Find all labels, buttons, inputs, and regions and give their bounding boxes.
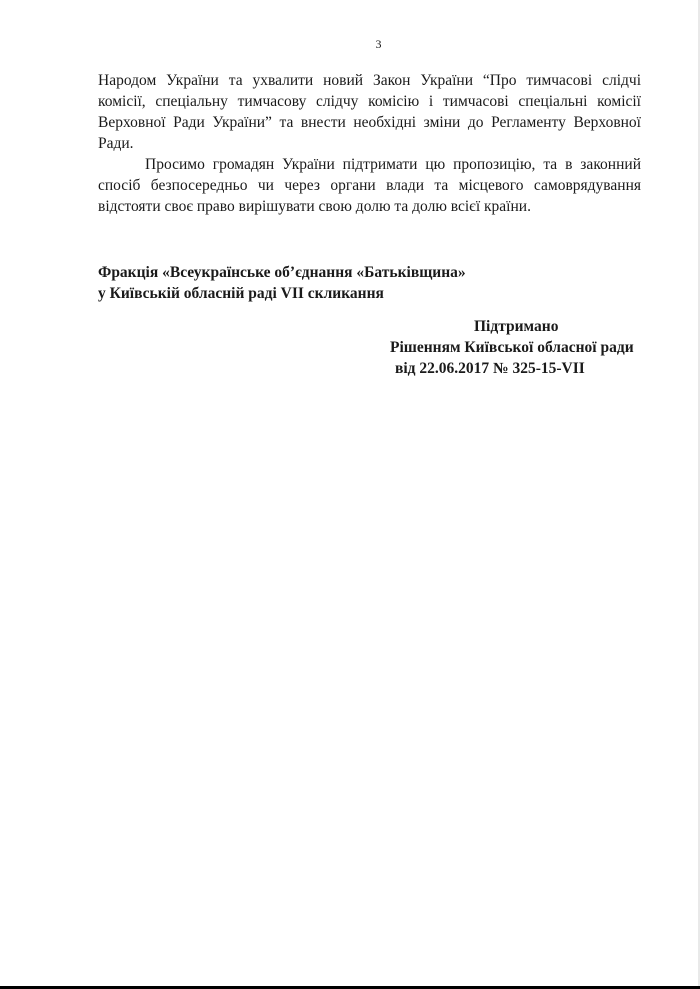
paragraph-appeal	[98, 154, 641, 217]
faction-name: Фракція «Всеукраїнське об’єднання «Батьківщина»	[98, 264, 466, 281]
text-line: Народом України та ухвалити новий Закон України “Про тимчасові слідчі	[98, 72, 641, 89]
text-line: відстояти своє право вирішувати свою долю та долю всієї країни.	[98, 198, 531, 215]
faction-council: у Київській обласній раді VII скликання	[98, 285, 384, 302]
letter-body	[98, 70, 641, 217]
text-line: Ради.	[98, 135, 134, 152]
text-line: комісії, спеціальну тимчасову слідчу комісію і тимчасові спеціальні комісії	[98, 93, 641, 110]
text-line: Верховної Ради України” та внести необхідні зміни до Регламенту Верховної	[98, 114, 641, 131]
text-line: Просимо громадян України підтримати цю пропозицію, та в законний	[145, 156, 641, 173]
approval-title: Підтримано	[474, 318, 559, 335]
approval-block	[385, 316, 634, 379]
approval-decision: Рішенням Київської обласної ради	[390, 339, 634, 356]
approval-date-number: від 22.06.2017 № 325-15-VII	[395, 360, 585, 377]
paragraph-law-proposal	[98, 70, 641, 154]
page-number: 3	[375, 37, 382, 51]
faction-signature	[98, 262, 466, 304]
text-line: спосіб безпосередньо чи через органи влади та місцевого самоврядування	[98, 177, 641, 194]
